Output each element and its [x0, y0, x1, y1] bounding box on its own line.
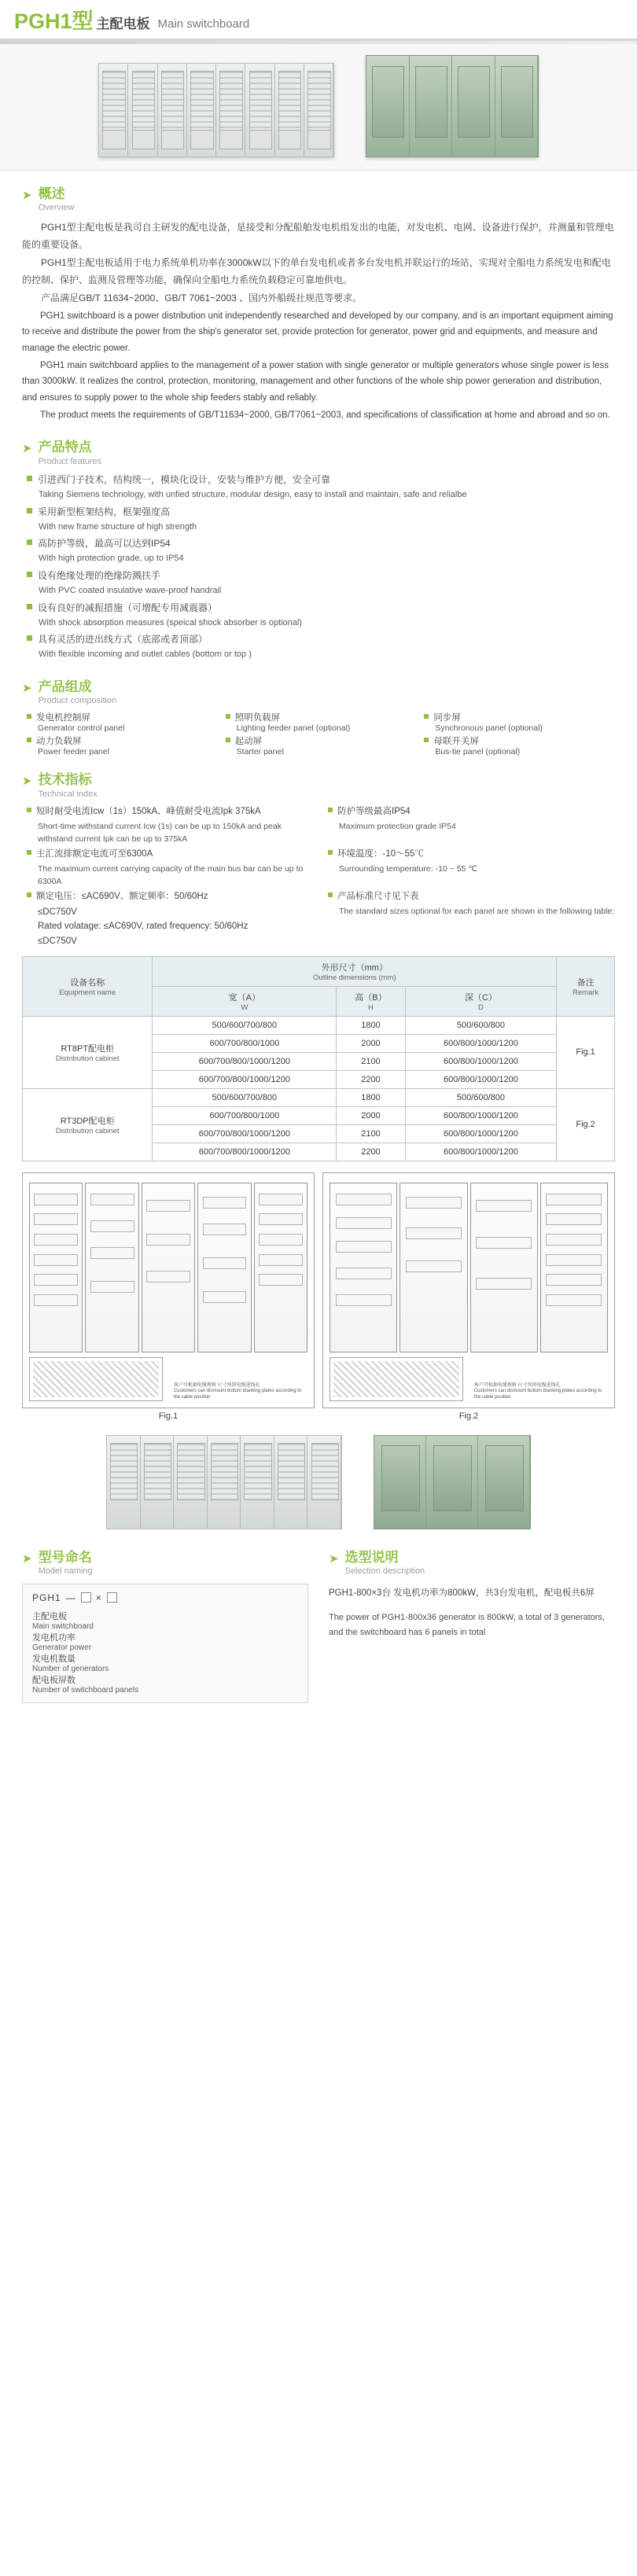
- th-height: 高（B） H: [337, 986, 405, 1016]
- feature-text-zh: 高防护等级，最高可以达到IP54: [38, 538, 171, 550]
- th-equipment-name: 设备名称 Equipment name: [23, 956, 153, 1016]
- feature-item: [27, 472, 615, 502]
- cell-height: 1800: [337, 1016, 405, 1034]
- selection-heading: [329, 1550, 615, 1577]
- naming-legend-zh: 主配电板: [32, 1611, 67, 1621]
- square-bullet-icon: [328, 892, 333, 897]
- technical-text-sub: ≤DC750V: [38, 907, 77, 917]
- technical-item: [328, 889, 615, 948]
- cell-height: 2000: [337, 1034, 405, 1052]
- naming-legend-en: Number of generators: [32, 1664, 109, 1673]
- th-width: 宽（A） W: [153, 986, 337, 1016]
- model-naming-heading: [22, 1550, 308, 1577]
- technical-item: [328, 804, 615, 845]
- naming-legend-en: Generator power: [32, 1643, 92, 1652]
- cell-remark: Fig.2: [557, 1088, 615, 1161]
- composition-text-en: Generator control panel: [38, 723, 125, 734]
- feature-text-zh: 采用新型框架结构，框架强度高: [38, 506, 171, 517]
- fig1-panel-array: [29, 1183, 307, 1352]
- feature-item: [27, 504, 615, 535]
- fig2-cable-entry-detail: [330, 1357, 463, 1401]
- composition-text-zh: 母联开关屏: [433, 737, 479, 747]
- naming-legend-item: [32, 1652, 298, 1673]
- square-bullet-icon: [27, 539, 32, 545]
- technical-text-zh: 防护等级最高IP54: [337, 807, 411, 817]
- naming-legend-en: Number of switchboard panels: [32, 1685, 139, 1695]
- naming-legend-zh: 发电机数量: [32, 1654, 75, 1664]
- composition-heading-en: Product composition: [38, 696, 117, 706]
- square-bullet-icon: [424, 738, 429, 742]
- square-bullet-icon: [27, 850, 31, 855]
- composition-item: [27, 734, 218, 756]
- composition-text-en: Starter panel: [236, 747, 284, 757]
- feature-text-zh: 设有良好的减振措施（可增配专用减震器）: [38, 602, 218, 613]
- composition-text-zh: 发电机控制屏: [36, 713, 90, 723]
- technical-item: [27, 889, 314, 948]
- bottom-photo-green-switchboard: [374, 1435, 531, 1529]
- naming-legend-item: [32, 1673, 298, 1695]
- product-photo-green-switchboard: [366, 55, 539, 157]
- grey-cabinet-render: [98, 63, 334, 157]
- technical-drawings: [0, 1161, 637, 1421]
- cell-width: 600/700/800/1000/1200: [153, 1052, 337, 1070]
- composition-text-en: Bus-tie panel (optional): [435, 747, 521, 757]
- square-bullet-icon: [27, 808, 31, 812]
- features-heading-en: Product features: [38, 456, 102, 466]
- technical-heading-en: Technical index: [38, 789, 98, 799]
- chevron-right-icon: ➤: [22, 775, 32, 789]
- technical-text-en: Short-time withstand current Icw (1s) can be up to 150kA and peak withstand current Ipk can be up to 375kA: [38, 821, 282, 844]
- overview-paragraph-en-1: PGH1 switchboard is a power distribution unit independently researched and developed by our company, and is an important equipment aiming to receive and distribute the power from the ship's generator set, provide protection for generator, power grid and equipments, and measure and manage the electric power.: [22, 311, 613, 353]
- overview-paragraph-zh-2: PGH1型主配电板适用于电力系统单机功率在3000kW以下的单台发电机或者多台发电机并联运行的场站，实现对全船电力系统发电和配电的控制、保护、监测及管理等功能，确保向全船电力系统负载稳定可靠地供电。: [22, 257, 611, 286]
- composition-heading-zh: 产品组成: [38, 679, 92, 694]
- selection-heading-en: Selection description: [344, 1566, 425, 1577]
- page-title-zh-sub: 主配电板: [96, 17, 150, 31]
- composition-text-en: Power feeder panel: [38, 747, 110, 757]
- cell-depth: 600/800/1000/1200: [405, 1034, 557, 1052]
- feature-text-zh: 具有灵活的进出线方式（底部或者顶部）: [38, 634, 208, 646]
- composition-heading: [22, 679, 615, 707]
- model-naming-heading-zh: 型号命名: [38, 1549, 92, 1565]
- model-code-sep1: —: [65, 1592, 76, 1603]
- composition-item: [424, 734, 615, 756]
- model-naming-legend: [32, 1610, 298, 1695]
- cell-width: 500/600/700/800: [153, 1088, 337, 1106]
- technical-item: [27, 847, 314, 888]
- fig1-cable-entry-detail: [29, 1357, 163, 1401]
- cell-width: 600/700/800/1000/1200: [153, 1124, 337, 1143]
- fig1-caption: Fig.1: [158, 1411, 179, 1421]
- feature-text-en: Taking Siemens technology, with unfied structure, modular design, easy to install and maintain, safe and relialbe: [39, 490, 467, 500]
- cell-equipment-name: RT3DP配电柜 Distribution cabinet: [23, 1088, 153, 1161]
- table-row: [23, 1016, 615, 1034]
- composition-text-en: Synchronous panel (optional): [435, 723, 543, 734]
- composition-item: [424, 711, 615, 733]
- overview-paragraph-zh-3: 产品满足GB/T 11634~2000、GB/T 7061~2003 、国内外船级社规范等要求。: [41, 293, 363, 304]
- technical-text-en: Rated volatage: ≤AC690V, rated frequency: 50/60Hz: [38, 922, 249, 932]
- cell-depth: 600/800/1000/1200: [405, 1052, 557, 1070]
- cell-height: 2200: [337, 1143, 405, 1161]
- technical-item: [27, 804, 314, 845]
- features-list: [27, 472, 615, 662]
- feature-item: [27, 631, 615, 662]
- overview-heading: [22, 186, 615, 214]
- model-code-slot-power[interactable]: [81, 1592, 91, 1603]
- overview-heading-zh: 概述: [38, 186, 65, 201]
- feature-text-zh: 引进西门子技术，结构统一，模块化设计，安装与维护方便，安全可靠: [38, 474, 331, 486]
- selection-text-zh: PGH1-800×3台 发电机功率为800kW，共3台发电机，配电板共6屏: [329, 1588, 595, 1599]
- features-heading-zh: 产品特点: [38, 440, 92, 455]
- model-naming-section: [22, 1539, 308, 1703]
- fig1-note: [174, 1383, 307, 1401]
- drawing-fig1: [22, 1172, 315, 1408]
- feature-text-en: With shock absorption measures (speical shock absorber is optional): [39, 617, 303, 627]
- green-cabinet-render: [366, 55, 539, 157]
- technical-text-sub2: ≤DC750V: [38, 936, 77, 946]
- technical-text-zh: 产品标准尺寸见下表: [337, 892, 419, 902]
- technical-item: [328, 847, 615, 888]
- naming-legend-en: Main switchboard: [32, 1621, 94, 1631]
- feature-text-en: With flexible incoming and outlet cables (bottom or top ): [39, 650, 252, 660]
- technical-text-zh: 短时耐受电流Icw（1s）150kA、峰值耐受电流Ipk 375kA: [36, 807, 261, 817]
- square-bullet-icon: [226, 714, 230, 719]
- fig2-note-en: Customers can dismount bottom blanking plates according to the cable position: [473, 1389, 602, 1400]
- overview-paragraph-zh-1: PGH1型主配电板是我司自主研发的配电设备，是接受和分配船舶发电机组发出的电能，对发电机、电网、设备进行保护，并测量和管理电能的重要设备。: [22, 221, 614, 250]
- page-title-zh: [14, 11, 150, 32]
- naming-legend-zh: 发电机功率: [32, 1632, 75, 1643]
- square-bullet-icon: [328, 850, 333, 855]
- model-code-slot-count[interactable]: [107, 1592, 117, 1603]
- square-bullet-icon: [27, 572, 32, 577]
- selection-text-en: The power of PGH1-800x36 generator is 800kW, a total of 3 generators, and the switchboard has 6 panels in total: [329, 1613, 605, 1637]
- cell-depth: 600/800/1000/1200: [405, 1106, 557, 1124]
- naming-legend-item: [32, 1610, 298, 1631]
- model-naming-code-row: [32, 1592, 298, 1603]
- naming-legend-zh: 配电板屏数: [32, 1675, 75, 1685]
- cell-depth: 600/800/1000/1200: [405, 1070, 557, 1088]
- feature-text-zh: 设有绝缘处理的绝缘防溅扶手: [38, 569, 161, 581]
- chevron-right-icon: ➤: [22, 442, 32, 456]
- technical-heading: [22, 772, 615, 800]
- composition-text-zh: 起动屏: [234, 737, 263, 747]
- page-title-model: PGH1型: [14, 9, 94, 33]
- square-bullet-icon: [27, 508, 32, 513]
- composition-text-zh: 同步屏: [433, 713, 461, 723]
- technical-list: [27, 804, 615, 948]
- selection-description-section: [329, 1539, 615, 1703]
- chevron-right-icon: ➤: [329, 1551, 339, 1566]
- dimension-table-head: [23, 956, 615, 1016]
- table-row: [23, 1088, 615, 1106]
- technical-text-zh: 主汇流排额定电流可至6300A: [36, 849, 153, 859]
- square-bullet-icon: [27, 635, 32, 641]
- square-bullet-icon: [27, 476, 32, 481]
- cell-remark: Fig.1: [557, 1016, 615, 1088]
- composition-item: [226, 711, 417, 733]
- bottom-sections: [0, 1534, 637, 1703]
- overview-paragraph-en-3: The product meets the requirements of GB/T11634~2000, GB/T7061~2003, and specifications of classification at home and abroad and so on.: [40, 410, 610, 420]
- cell-width: 500/600/700/800: [153, 1016, 337, 1034]
- chevron-right-icon: ➤: [22, 1551, 32, 1566]
- model-code-prefix: PGH1: [32, 1592, 61, 1603]
- cell-depth: 500/600/800: [405, 1016, 557, 1034]
- cell-height: 2100: [337, 1052, 405, 1070]
- cell-width: 600/700/800/1000: [153, 1034, 337, 1052]
- overview-heading-en: Overview: [38, 203, 75, 213]
- chevron-right-icon: ➤: [22, 189, 32, 202]
- fig2-caption: Fig.2: [458, 1411, 479, 1421]
- square-bullet-icon: [27, 714, 31, 719]
- feature-text-en: With high protection grade, up to IP54: [39, 554, 184, 564]
- cell-width: 600/700/800/1000/1200: [153, 1070, 337, 1088]
- technical-heading-zh: 技术指标: [38, 772, 92, 788]
- model-code-sep2: ×: [95, 1592, 102, 1603]
- cell-depth: 600/800/1000/1200: [405, 1124, 557, 1143]
- fig2-note: [474, 1383, 608, 1401]
- technical-text-zh: 环境温度：-10～55℃: [337, 849, 424, 859]
- feature-text-en: With PVC coated insulative wave-proof handrail: [39, 585, 222, 595]
- bottom-photo-grey-switchboard: [106, 1435, 342, 1529]
- feature-text-en: With new frame structure of high strength: [39, 521, 197, 532]
- composition-list: [27, 711, 615, 756]
- selection-heading-zh: 选型说明: [344, 1549, 399, 1565]
- feature-item: [27, 535, 615, 566]
- technical-text-en: Surrounding temperature: -10 ~ 55 ℃: [339, 863, 478, 874]
- cell-height: 2200: [337, 1070, 405, 1088]
- technical-section: [0, 756, 637, 1161]
- composition-section: [0, 664, 637, 757]
- square-bullet-icon: [27, 604, 32, 609]
- dimension-table: [22, 956, 615, 1161]
- square-bullet-icon: [424, 714, 429, 719]
- cell-width: 600/700/800/1000: [153, 1106, 337, 1124]
- drawing-fig2: [322, 1172, 615, 1408]
- square-bullet-icon: [226, 738, 230, 742]
- th-outline-dimensions: 外形尺寸（mm） Outline dimensions (mm): [153, 956, 557, 986]
- features-section: [0, 424, 637, 661]
- model-naming-heading-en: Model naming: [38, 1566, 93, 1577]
- cell-depth: 600/800/1000/1200: [405, 1143, 557, 1161]
- fig2-note-zh: 客户可根据电缆规格 尺寸预留电缆进线孔: [473, 1382, 561, 1388]
- square-bullet-icon: [328, 808, 333, 812]
- page-header: [0, 0, 637, 41]
- cell-height: 2100: [337, 1124, 405, 1143]
- overview-section: [0, 171, 637, 423]
- composition-text-zh: 照明负载屏: [234, 713, 281, 723]
- composition-item: [27, 711, 218, 733]
- bottom-photo-band: [0, 1421, 637, 1534]
- technical-text-en: The standard sizes optional for each panel are shown in the following table:: [339, 906, 615, 916]
- cell-depth: 500/600/800: [405, 1088, 557, 1106]
- composition-text-zh: 动力负载屏: [36, 737, 82, 747]
- fig1-note-zh: 客户可根据电缆规格 尺寸预留电缆进线孔: [173, 1382, 260, 1388]
- cell-height: 1800: [337, 1088, 405, 1106]
- technical-text-zh: 额定电压：≤AC690V、额定频率：50/60Hz: [36, 892, 208, 902]
- cell-height: 2000: [337, 1106, 405, 1124]
- th-remark: 备注 Remark: [557, 956, 615, 1016]
- table-header-row: [23, 956, 615, 986]
- fig2-panel-array: [330, 1183, 608, 1352]
- product-photo-band: [0, 44, 637, 171]
- technical-text-en: Maximum protection grade IP54: [339, 821, 456, 831]
- cell-equipment-name: RT8PT配电柜 Distribution cabinet: [23, 1016, 153, 1088]
- composition-item: [226, 734, 417, 756]
- dimension-table-body: [23, 1016, 615, 1161]
- technical-text-en: The maximum current carrying capacity of the main bus bar can be up to 6300A: [38, 863, 304, 886]
- composition-text-en: Lighting feeder panel (optional): [236, 723, 351, 734]
- fig1-note-en: Customers can dismount bottom blanking plates according to the cable position: [173, 1389, 302, 1400]
- features-heading: [22, 440, 615, 467]
- naming-legend-item: [32, 1631, 298, 1652]
- cell-width: 600/700/800/1000/1200: [153, 1143, 337, 1161]
- square-bullet-icon: [27, 738, 31, 742]
- chevron-right-icon: ➤: [22, 681, 32, 695]
- model-naming-diagram: [22, 1584, 308, 1703]
- page-title-en: Main switchboard: [157, 17, 250, 31]
- overview-paragraph-en-2: PGH1 main switchboard applies to the management of a power station with single generator or multiple generators whose single power is less than 3000kW. It realizes the control, protection, monitoring, management and other functions of the whole ship power generation and distribution, and ensures to supply power to the whole ship feeders stably and reliably.: [22, 360, 609, 403]
- feature-item: [27, 600, 615, 631]
- square-bullet-icon: [27, 892, 31, 897]
- product-photo-grey-switchboard: [98, 63, 334, 157]
- th-depth: 深（C） D: [405, 986, 557, 1016]
- feature-item: [27, 568, 615, 598]
